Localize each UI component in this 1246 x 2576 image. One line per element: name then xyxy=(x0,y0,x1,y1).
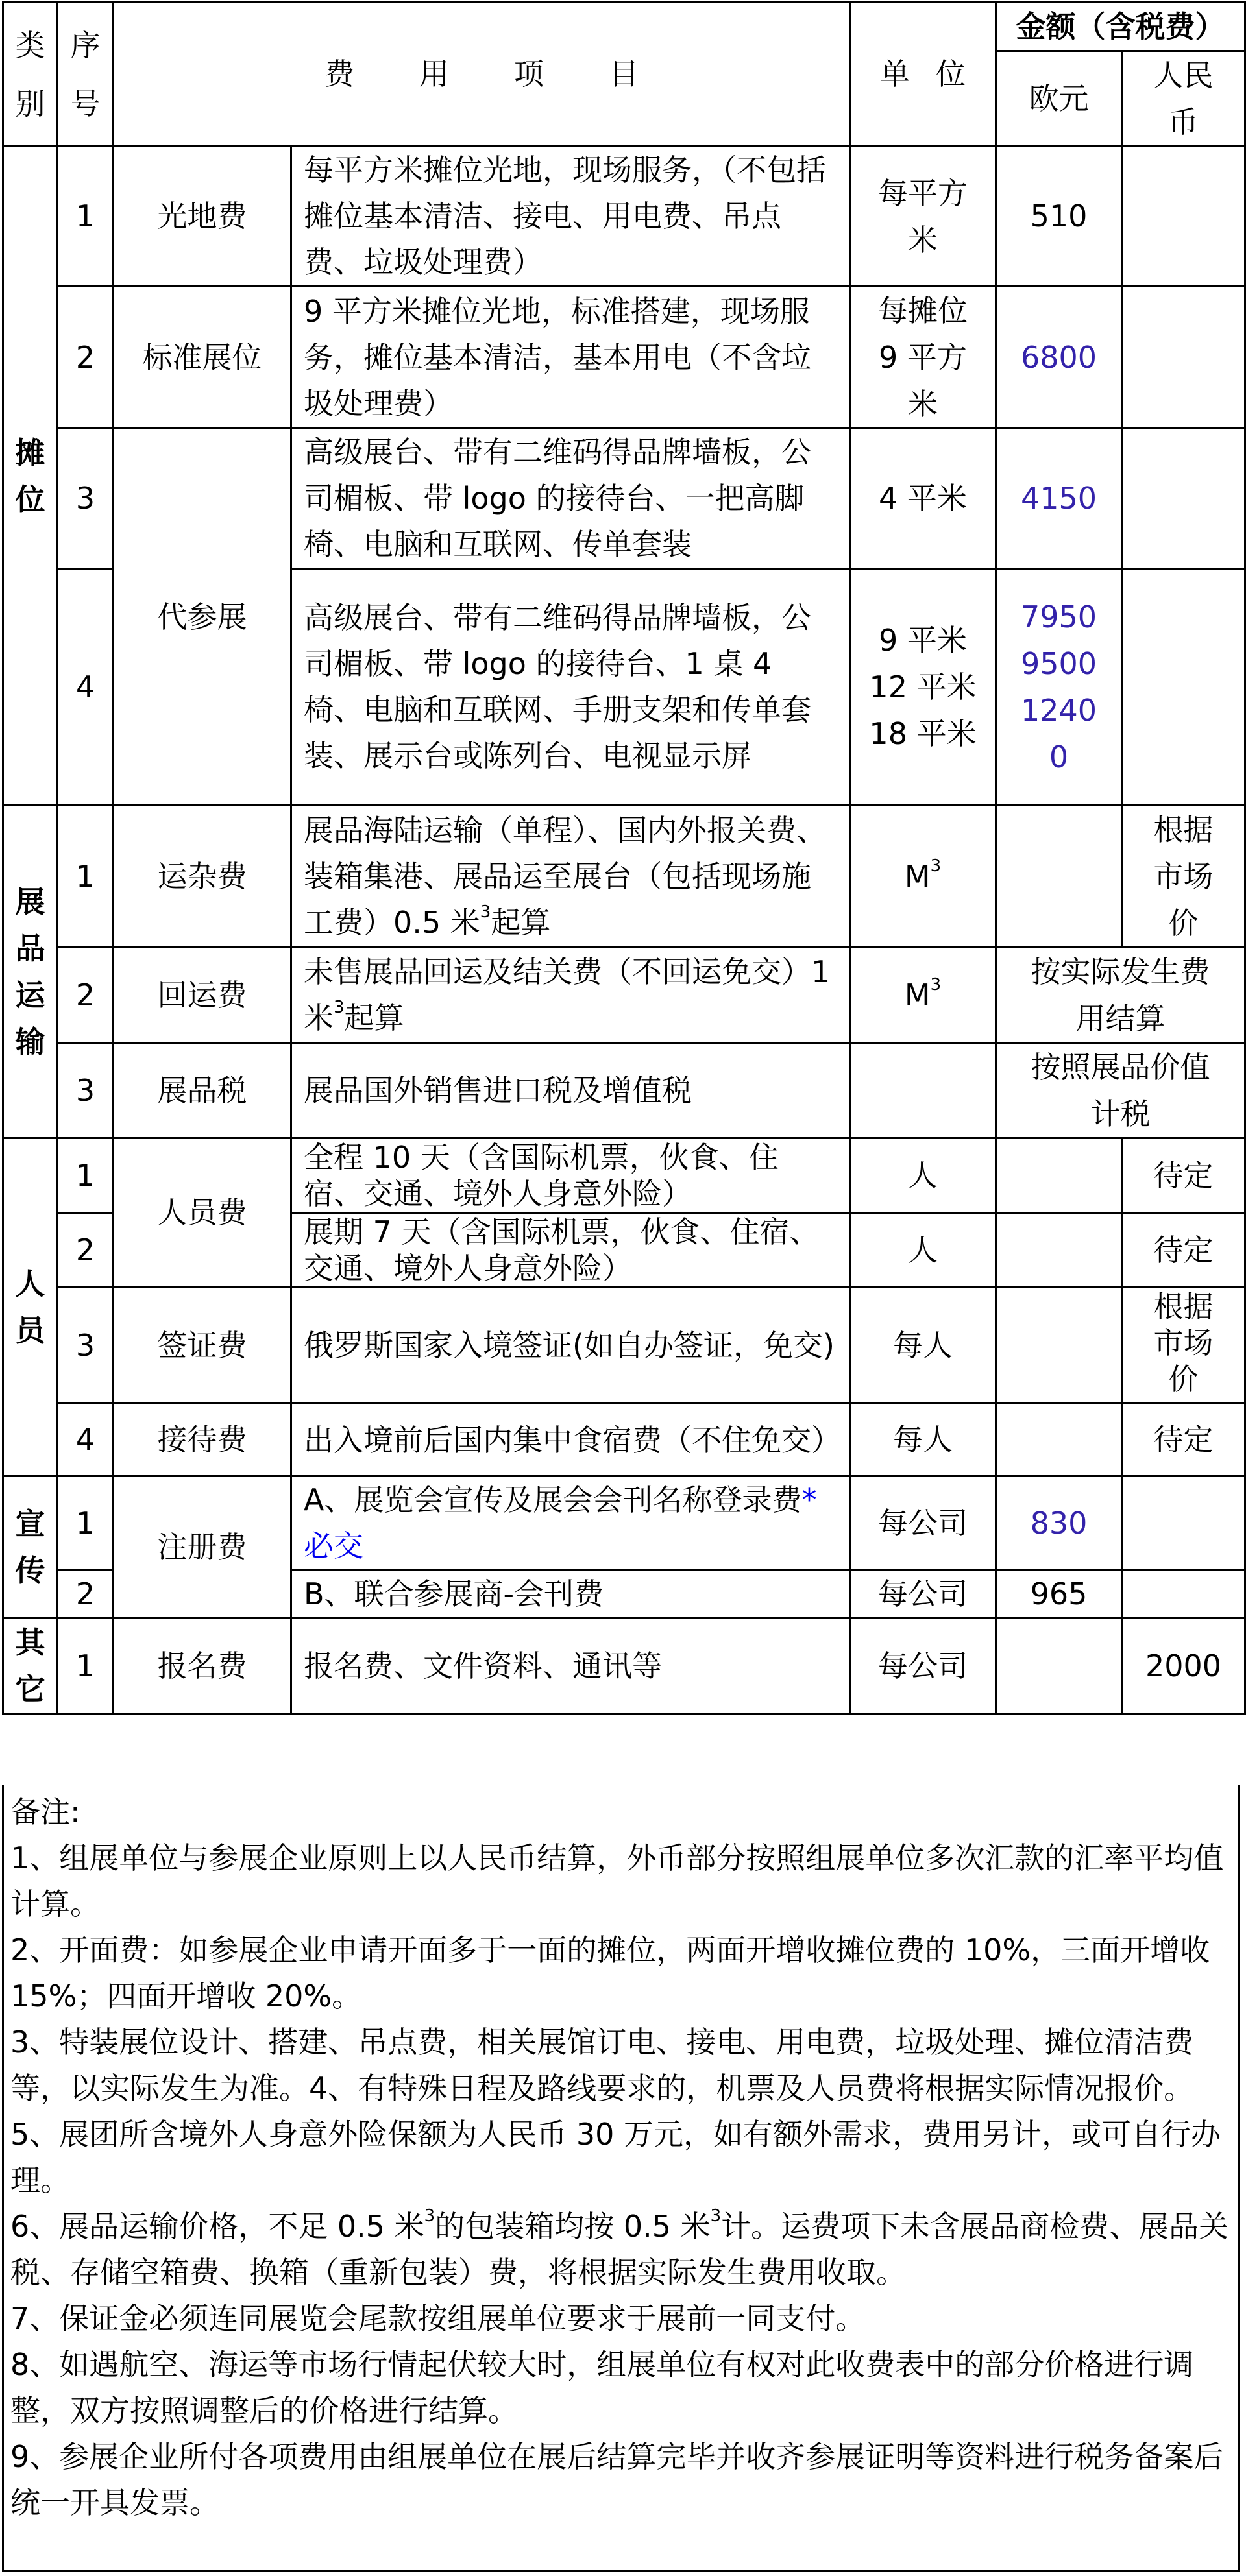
unit-cell: 4 平米 xyxy=(850,429,996,569)
seq-cell: 1 xyxy=(58,147,114,287)
seq-cell: 2 xyxy=(58,287,114,429)
eur-cell: 7950 9500 1240 0 xyxy=(996,569,1122,806)
eur-cell xyxy=(996,1138,1122,1213)
unit-cell: 人 xyxy=(850,1213,996,1288)
item-name: 签证费 xyxy=(114,1288,291,1404)
eur-cell xyxy=(996,1213,1122,1288)
item-name: 代参展 xyxy=(114,429,291,806)
rmb-cell xyxy=(1122,287,1245,429)
note-item: 5、展团所含境外人身意外险保额为人民币 30 万元，如有额外需求，费用另计，或可自行办理。 xyxy=(10,2117,1221,2198)
seq-cell: 2 xyxy=(58,1213,114,1288)
item-description: 9 平方米摊位光地，标准搭建，现场服务，摊位基本清洁，基本用电（不含垃圾处理费） xyxy=(291,287,850,429)
eur-cell xyxy=(996,1619,1122,1714)
required-marker: *必交 xyxy=(304,1482,817,1563)
item-description: 高级展台、带有二维码得品牌墙板，公司楣板、带 logo 的接待台、一把高脚椅、电脑和互联网、传单套装 xyxy=(291,429,850,569)
rmb-cell xyxy=(1122,1571,1245,1619)
eur-cell: 965 xyxy=(996,1571,1122,1619)
item-description: 报名费、文件资料、通讯等 xyxy=(291,1619,850,1714)
seq-cell: 1 xyxy=(58,1476,114,1571)
item-description: 出入境前后国内集中食宿费（不住免交） xyxy=(291,1404,850,1476)
item-name: 回运费 xyxy=(114,948,291,1043)
header-item: 费用项目 xyxy=(114,3,850,147)
item-name: 注册费 xyxy=(114,1476,291,1619)
item-name: 接待费 xyxy=(114,1404,291,1476)
category-booth: 摊位 xyxy=(3,147,58,806)
unit-cell xyxy=(850,1043,996,1138)
note-item: 1、组展单位与参展企业原则上以人民币结算，外币部分按照组展单位多次汇款的汇率平均值计算。 xyxy=(10,1840,1224,1921)
category-other: 其它 xyxy=(3,1619,58,1714)
seq-cell: 4 xyxy=(58,569,114,806)
seq-cell: 1 xyxy=(58,806,114,948)
seq-cell: 2 xyxy=(58,1571,114,1619)
table-row xyxy=(3,1138,1245,1213)
item-name: 人员费 xyxy=(114,1138,291,1288)
unit-cell: 每摊位 9 平方米 xyxy=(850,287,996,429)
item-description: 高级展台、带有二维码得品牌墙板，公司楣板、带 logo 的接待台、1 桌 4 椅、电脑和互联网、手册支架和传单套装、展示台或陈列台、电视显示屏 xyxy=(291,569,850,806)
item-description: A、展览会宣传及展会会刊名称登录费*必交 xyxy=(291,1476,850,1571)
seq-cell: 1 xyxy=(58,1619,114,1714)
eur-cell xyxy=(996,1288,1122,1404)
seq-cell: 1 xyxy=(58,1138,114,1213)
table-row xyxy=(3,1404,1245,1476)
header-eur: 欧元 xyxy=(996,51,1122,147)
table-row xyxy=(3,1288,1245,1404)
rmb-cell: 待定 xyxy=(1122,1213,1245,1288)
note-item: 7、保证金必须连同展览会尾款按组展单位要求于展前一同支付。 xyxy=(10,2301,866,2336)
category-personnel: 人员 xyxy=(3,1138,58,1476)
unit-cell: 9 平米 12 平米 18 平米 xyxy=(850,569,996,806)
seq-cell: 4 xyxy=(58,1404,114,1476)
table-row xyxy=(3,429,1245,569)
unit-cell: $M^3$ xyxy=(850,806,996,948)
fee-table xyxy=(2,1,1246,1715)
item-name: 标准展位 xyxy=(114,287,291,429)
rmb-cell xyxy=(1122,429,1245,569)
seq-cell: 2 xyxy=(58,948,114,1043)
note-item: 3、特装展位设计、搭建、吊点费，相关展馆订电、接电、用电费，垃圾处理、摊位清洁费等，以实际发生为准。4、有特殊日程及路线要求的，机票及人员费将根据实际情况报价。 xyxy=(10,2025,1194,2106)
amount-merged-cell: 按照展品价值计税 xyxy=(996,1043,1245,1138)
item-name: 运杂费 xyxy=(114,806,291,948)
notes-title: 备注: xyxy=(10,1794,80,1829)
item-description: 展期 7 天（含国际机票，伙食、住宿、交通、境外人身意外险） xyxy=(291,1213,850,1288)
eur-cell: 510 xyxy=(996,147,1122,287)
rmb-cell xyxy=(1122,1476,1245,1571)
header-unit: 单位 xyxy=(850,3,996,147)
note-item: 9、参展企业所付各项费用由组展单位在展后结算完毕并收齐参展证明等资料进行税务备案后统一开具发票。 xyxy=(10,2439,1224,2520)
eur-cell: 4150 xyxy=(996,429,1122,569)
note-item: 6、展品运输价格，不足 0.5 米$^3$的包装箱均按 0.5 米$^3$计。运费项下未含展品商检费、展品关税、存储空箱费、换箱（重新包装）费，将根据实际发生费用收取。 xyxy=(10,2206,1229,2290)
rmb-cell: 根据市场价 xyxy=(1122,1288,1245,1404)
category-shipping: 展品运输 xyxy=(3,806,58,1138)
rmb-cell xyxy=(1122,569,1245,806)
unit-cell: 每公司 xyxy=(850,1619,996,1714)
table-row xyxy=(3,1476,1245,1571)
header-category: 类别 xyxy=(3,3,58,147)
item-name: 报名费 xyxy=(114,1619,291,1714)
rmb-cell: 根据市场价 xyxy=(1122,806,1245,948)
item-description: 每平方米摊位光地，现场服务，（不包括摊位基本清洁、接电、用电费、吊点费、垃圾处理费） xyxy=(291,147,850,287)
seq-cell: 3 xyxy=(58,1288,114,1404)
amount-merged-cell: 按实际发生费用结算 xyxy=(996,948,1245,1043)
table-row xyxy=(3,287,1245,429)
unit-cell: 人 xyxy=(850,1138,996,1213)
unit-cell: 每公司 xyxy=(850,1571,996,1619)
note-item: 8、如遇航空、海运等市场行情起伏较大时，组展单位有权对此收费表中的部分价格进行调整，双方按照调整后的价格进行结算。 xyxy=(10,2347,1194,2428)
unit-cell: $M^3$ xyxy=(850,948,996,1043)
seq-cell: 3 xyxy=(58,1043,114,1138)
eur-cell xyxy=(996,1404,1122,1476)
table-row xyxy=(3,1043,1245,1138)
rmb-cell: 待定 xyxy=(1122,1138,1245,1213)
seq-cell: 3 xyxy=(58,429,114,569)
unit-cell: 每公司 xyxy=(850,1476,996,1571)
item-name: 展品税 xyxy=(114,1043,291,1138)
eur-cell: 830 xyxy=(996,1476,1122,1571)
item-name: 光地费 xyxy=(114,147,291,287)
category-promotion: 宣传 xyxy=(3,1476,58,1619)
item-description: 未售展品回运及结关费（不回运免交）1 米$^3$起算 xyxy=(291,948,850,1043)
header-seq: 序号 xyxy=(58,3,114,147)
eur-cell xyxy=(996,806,1122,948)
table-row xyxy=(3,806,1245,948)
eur-cell: 6800 xyxy=(996,287,1122,429)
table-row xyxy=(3,1619,1245,1714)
rmb-cell: 待定 xyxy=(1122,1404,1245,1476)
item-description: 展品国外销售进口税及增值税 xyxy=(291,1043,850,1138)
notes-section xyxy=(2,1785,1240,2572)
unit-cell: 每人 xyxy=(850,1288,996,1404)
unit-cell: 每平方米 xyxy=(850,147,996,287)
item-description: B、联合参展商-会刊费 xyxy=(291,1571,850,1619)
header-amount-group: 金额（含税费） xyxy=(996,3,1245,51)
item-description: 俄罗斯国家入境签证(如自办签证，免交) xyxy=(291,1288,850,1404)
item-description: 展品海陆运输（单程）、国内外报关费、装箱集港、展品运至展台（包括现场施工费）0.5 米$^3$起算 xyxy=(291,806,850,948)
unit-cell: 每人 xyxy=(850,1404,996,1476)
rmb-cell: 2000 xyxy=(1122,1619,1245,1714)
item-description: 全程 10 天（含国际机票，伙食、住宿、交通、境外人身意外险） xyxy=(291,1138,850,1213)
header-rmb: 人民币 xyxy=(1122,51,1245,147)
table-row xyxy=(3,147,1245,287)
rmb-cell xyxy=(1122,147,1245,287)
note-item: 2、开面费：如参展企业申请开面多于一面的摊位，两面开增收摊位费的 10%，三面开增收 15%；四面开增收 20%。 xyxy=(10,1932,1210,2014)
table-row xyxy=(3,948,1245,1043)
